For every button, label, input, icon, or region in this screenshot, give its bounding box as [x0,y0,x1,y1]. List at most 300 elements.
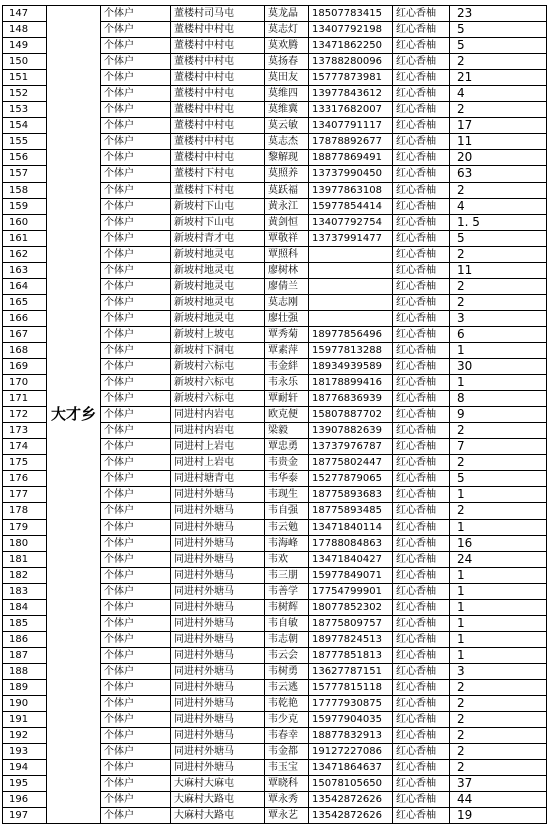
name-cell: 韦贵金 [265,455,309,471]
area-cell: 2 [450,423,547,439]
entity-type-cell: 个体户 [101,230,171,246]
area-cell: 2 [450,102,547,118]
name-cell: 韦海峰 [265,535,309,551]
area-cell: 1 [450,599,547,615]
row-number: 183 [3,583,47,599]
village-cell: 董楼村司马屯 [171,6,265,22]
phone-cell: 17754799901 [309,583,393,599]
row-number: 197 [3,808,47,824]
village-cell: 新坡村六标屯 [171,391,265,407]
name-cell: 莫田友 [265,70,309,86]
row-number: 193 [3,744,47,760]
entity-type-cell: 个体户 [101,776,171,792]
area-cell: 2 [450,696,547,712]
entity-type-cell: 个体户 [101,294,171,310]
area-cell: 17 [450,118,547,134]
area-cell: 2 [450,744,547,760]
row-number: 147 [3,6,47,22]
row-number: 163 [3,262,47,278]
name-cell: 韦玉宝 [265,760,309,776]
area-cell: 5 [450,230,547,246]
phone-cell: 18977856496 [309,326,393,342]
village-cell: 同进村外塘马 [171,567,265,583]
village-cell: 董楼村下村屯 [171,166,265,182]
row-number: 196 [3,792,47,808]
variety-cell: 红心香柚 [393,310,450,326]
village-cell: 大麻村大路屯 [171,792,265,808]
name-cell: 莫志杰 [265,134,309,150]
area-cell: 2 [450,278,547,294]
variety-cell: 红心香柚 [393,326,450,342]
variety-cell: 红心香柚 [393,663,450,679]
name-cell: 莫志灯 [265,22,309,38]
row-number: 160 [3,214,47,230]
area-cell: 2 [450,294,547,310]
phone-cell: 13737991477 [309,230,393,246]
village-cell: 同进村外塘马 [171,631,265,647]
entity-type-cell: 个体户 [101,70,171,86]
area-cell: 3 [450,663,547,679]
name-cell: 覃晓科 [265,776,309,792]
row-number: 177 [3,487,47,503]
row-number: 178 [3,503,47,519]
variety-cell: 红心香柚 [393,535,450,551]
row-number: 171 [3,391,47,407]
entity-type-cell: 个体户 [101,679,171,695]
variety-cell: 红心香柚 [393,246,450,262]
phone-cell [309,294,393,310]
name-cell: 莫志刚 [265,294,309,310]
village-cell: 同进村上岩屯 [171,439,265,455]
variety-cell: 红心香柚 [393,792,450,808]
phone-cell: 13407791117 [309,118,393,134]
variety-cell: 红心香柚 [393,503,450,519]
variety-cell: 红心香柚 [393,166,450,182]
row-number: 194 [3,760,47,776]
row-number: 189 [3,679,47,695]
area-cell: 1 [450,375,547,391]
village-cell: 大麻村大麻屯 [171,776,265,792]
phone-cell: 18775893683 [309,487,393,503]
area-cell: 2 [450,760,547,776]
variety-cell: 红心香柚 [393,599,450,615]
name-cell: 韦春幸 [265,728,309,744]
entity-type-cell: 个体户 [101,712,171,728]
village-cell: 新坡村下山屯 [171,214,265,230]
entity-type-cell: 个体户 [101,583,171,599]
village-cell: 大麻村大路屯 [171,808,265,824]
phone-cell: 17788084863 [309,535,393,551]
entity-type-cell: 个体户 [101,423,171,439]
phone-cell: 18977824513 [309,631,393,647]
village-cell: 同进村内岩屯 [171,407,265,423]
entity-type-cell: 个体户 [101,246,171,262]
village-cell: 新坡村下山屯 [171,198,265,214]
entity-type-cell: 个体户 [101,631,171,647]
entity-type-cell: 个体户 [101,326,171,342]
village-cell: 同进村外塘马 [171,503,265,519]
phone-cell: 13542872626 [309,808,393,824]
area-cell: 1 [450,647,547,663]
row-number: 191 [3,712,47,728]
entity-type-cell: 个体户 [101,551,171,567]
name-cell: 莫维四 [265,86,309,102]
area-cell: 1 [450,342,547,358]
row-number: 188 [3,663,47,679]
row-number: 150 [3,54,47,70]
village-cell: 董楼村下村屯 [171,182,265,198]
name-cell: 韦云会 [265,647,309,663]
village-cell: 董楼村中村屯 [171,54,265,70]
name-cell: 覃耐轩 [265,391,309,407]
entity-type-cell: 个体户 [101,808,171,824]
phone-cell: 15277879065 [309,471,393,487]
variety-cell: 红心香柚 [393,54,450,70]
name-cell: 韦华泰 [265,471,309,487]
row-number: 176 [3,471,47,487]
row-number: 152 [3,86,47,102]
village-cell: 同进村内岩屯 [171,423,265,439]
spreadsheet [0,5,550,824]
entity-type-cell: 个体户 [101,647,171,663]
village-cell: 同进村外塘马 [171,599,265,615]
name-cell: 莫照养 [265,166,309,182]
phone-cell: 15777873981 [309,70,393,86]
village-cell: 同进村外塘马 [171,647,265,663]
variety-cell: 红心香柚 [393,455,450,471]
entity-type-cell: 个体户 [101,310,171,326]
village-cell: 新坡村地灵屯 [171,310,265,326]
variety-cell: 红心香柚 [393,102,450,118]
area-cell: 24 [450,551,547,567]
area-cell: 21 [450,70,547,86]
entity-type-cell: 个体户 [101,166,171,182]
variety-cell: 红心香柚 [393,551,450,567]
phone-cell: 13471862250 [309,38,393,54]
village-cell: 新坡村青才屯 [171,230,265,246]
area-cell: 2 [450,728,547,744]
variety-cell: 红心香柚 [393,776,450,792]
phone-cell: 15977904035 [309,712,393,728]
phone-cell [309,246,393,262]
village-cell: 新坡村地灵屯 [171,262,265,278]
variety-cell: 红心香柚 [393,294,450,310]
row-number: 162 [3,246,47,262]
name-cell: 覃秀菊 [265,326,309,342]
entity-type-cell: 个体户 [101,134,171,150]
entity-type-cell: 个体户 [101,599,171,615]
name-cell: 莫维冀 [265,102,309,118]
variety-cell: 红心香柚 [393,407,450,423]
name-cell: 韦乾艳 [265,696,309,712]
row-number: 186 [3,631,47,647]
variety-cell: 红心香柚 [393,38,450,54]
village-cell: 同进村外塘马 [171,696,265,712]
entity-type-cell: 个体户 [101,118,171,134]
variety-cell: 红心香柚 [393,391,450,407]
phone-cell: 13407792754 [309,214,393,230]
phone-cell: 15777815118 [309,679,393,695]
village-cell: 同进村外塘马 [171,551,265,567]
phone-cell: 15977813288 [309,342,393,358]
name-cell: 梁毅 [265,423,309,439]
name-cell: 韦自敏 [265,615,309,631]
area-cell: 9 [450,407,547,423]
entity-type-cell: 个体户 [101,744,171,760]
village-cell: 董楼村中村屯 [171,22,265,38]
phone-cell: 18507783415 [309,6,393,22]
phone-cell [309,262,393,278]
name-cell: 韦自强 [265,503,309,519]
area-cell: 20 [450,150,547,166]
entity-type-cell: 个体户 [101,54,171,70]
name-cell: 韦善学 [265,583,309,599]
row-number: 148 [3,22,47,38]
phone-cell: 13407792198 [309,22,393,38]
village-cell: 董楼村中村屯 [171,86,265,102]
entity-type-cell: 个体户 [101,503,171,519]
phone-cell: 13977843612 [309,86,393,102]
name-cell: 覃素萍 [265,342,309,358]
phone-cell: 18775802447 [309,455,393,471]
area-cell: 2 [450,246,547,262]
name-cell: 廖壮强 [265,310,309,326]
area-cell: 2 [450,455,547,471]
area-cell: 5 [450,471,547,487]
phone-cell [309,278,393,294]
entity-type-cell: 个体户 [101,102,171,118]
area-cell: 37 [450,776,547,792]
phone-cell: 15977849071 [309,567,393,583]
phone-cell: 13471864637 [309,760,393,776]
village-cell: 新坡村六标屯 [171,375,265,391]
area-cell: 5 [450,22,547,38]
phone-cell: 18877832913 [309,728,393,744]
variety-cell: 红心香柚 [393,278,450,294]
area-cell: 6 [450,326,547,342]
village-cell: 董楼村中村屯 [171,118,265,134]
name-cell: 莫扬春 [265,54,309,70]
entity-type-cell: 个体户 [101,6,171,22]
phone-cell: 18877869491 [309,150,393,166]
phone-cell: 18934939589 [309,359,393,375]
row-number: 172 [3,407,47,423]
table-row [3,6,547,22]
row-number: 173 [3,423,47,439]
name-cell: 欧克便 [265,407,309,423]
village-cell: 同进村外塘马 [171,744,265,760]
entity-type-cell: 个体户 [101,198,171,214]
area-cell: 63 [450,166,547,182]
entity-type-cell: 个体户 [101,728,171,744]
area-cell: 8 [450,391,547,407]
row-number: 180 [3,535,47,551]
entity-type-cell: 个体户 [101,182,171,198]
area-cell: 2 [450,182,547,198]
entity-type-cell: 个体户 [101,535,171,551]
name-cell: 覃永秀 [265,792,309,808]
row-number: 158 [3,182,47,198]
row-number: 182 [3,567,47,583]
phone-cell: 13317682007 [309,102,393,118]
row-number: 151 [3,70,47,86]
village-cell: 新坡村六标屯 [171,359,265,375]
name-cell: 黎解现 [265,150,309,166]
area-cell: 1 [450,631,547,647]
area-cell: 3 [450,310,547,326]
village-cell: 董楼村中村屯 [171,150,265,166]
variety-cell: 红心香柚 [393,359,450,375]
variety-cell: 红心香柚 [393,134,450,150]
phone-cell: 13737976787 [309,439,393,455]
variety-cell: 红心香柚 [393,150,450,166]
variety-cell: 红心香柚 [393,696,450,712]
entity-type-cell: 个体户 [101,22,171,38]
village-cell: 同进村外塘马 [171,663,265,679]
area-cell: 2 [450,503,547,519]
name-cell: 韦现生 [265,487,309,503]
name-cell: 韦少克 [265,712,309,728]
area-cell: 5 [450,38,547,54]
entity-type-cell: 个体户 [101,375,171,391]
entity-type-cell: 个体户 [101,38,171,54]
name-cell: 韦云逃 [265,679,309,695]
name-cell: 黄永江 [265,198,309,214]
village-cell: 董楼村中村屯 [171,102,265,118]
village-cell: 董楼村中村屯 [171,38,265,54]
phone-cell: 15977854414 [309,198,393,214]
area-cell: 2 [450,712,547,728]
variety-cell: 红心香柚 [393,6,450,22]
area-cell: 1 [450,567,547,583]
row-number: 179 [3,519,47,535]
area-cell: 1 [450,519,547,535]
row-number: 184 [3,599,47,615]
phone-cell: 17878892677 [309,134,393,150]
name-cell: 覃敬祥 [265,230,309,246]
variety-cell: 红心香柚 [393,519,450,535]
row-number: 181 [3,551,47,567]
variety-cell: 红心香柚 [393,679,450,695]
row-number: 155 [3,134,47,150]
variety-cell: 红心香柚 [393,22,450,38]
entity-type-cell: 个体户 [101,214,171,230]
variety-cell: 红心香柚 [393,262,450,278]
area-cell: 1 [450,487,547,503]
entity-type-cell: 个体户 [101,760,171,776]
variety-cell: 红心香柚 [393,728,450,744]
row-number: 157 [3,166,47,182]
phone-cell: 18775809757 [309,615,393,631]
variety-cell: 红心香柚 [393,118,450,134]
variety-cell: 红心香柚 [393,342,450,358]
name-cell: 莫龙晶 [265,6,309,22]
variety-cell: 红心香柚 [393,471,450,487]
phone-cell: 18776836939 [309,391,393,407]
row-number: 159 [3,198,47,214]
name-cell: 韦树辉 [265,599,309,615]
village-cell: 同进村外塘马 [171,519,265,535]
row-number: 153 [3,102,47,118]
table-body [3,6,547,824]
entity-type-cell: 个体户 [101,359,171,375]
area-cell: 4 [450,86,547,102]
phone-cell: 13907882639 [309,423,393,439]
village-cell: 新坡村上坡屯 [171,326,265,342]
variety-cell: 红心香柚 [393,423,450,439]
entity-type-cell: 个体户 [101,567,171,583]
row-number: 166 [3,310,47,326]
entity-type-cell: 个体户 [101,696,171,712]
entity-type-cell: 个体户 [101,407,171,423]
village-cell: 同进村外塘马 [171,712,265,728]
phone-cell: 18775893485 [309,503,393,519]
area-cell: 4 [450,198,547,214]
row-number: 185 [3,615,47,631]
name-cell: 韦金都 [265,744,309,760]
phone-cell: 13627787151 [309,663,393,679]
entity-type-cell: 个体户 [101,615,171,631]
area-cell: 23 [450,6,547,22]
area-cell: 2 [450,54,547,70]
name-cell: 韦三朋 [265,567,309,583]
entity-type-cell: 个体户 [101,519,171,535]
phone-cell: 15807887702 [309,407,393,423]
row-number: 165 [3,294,47,310]
phone-cell [309,310,393,326]
row-number: 175 [3,455,47,471]
row-number: 161 [3,230,47,246]
variety-cell: 红心香柚 [393,230,450,246]
variety-cell: 红心香柚 [393,808,450,824]
row-number: 174 [3,439,47,455]
area-cell: 30 [450,359,547,375]
village-cell: 同进村外塘马 [171,583,265,599]
name-cell: 莫欢腾 [265,38,309,54]
village-cell: 新坡村地灵屯 [171,294,265,310]
phone-cell: 18077852302 [309,599,393,615]
entity-type-cell: 个体户 [101,455,171,471]
village-cell: 同进村外塘马 [171,615,265,631]
variety-cell: 红心香柚 [393,615,450,631]
variety-cell: 红心香柚 [393,567,450,583]
village-cell: 董楼村中村屯 [171,70,265,86]
village-cell: 同进村外塘马 [171,535,265,551]
row-number: 167 [3,326,47,342]
row-number: 149 [3,38,47,54]
village-cell: 同进村上岩屯 [171,455,265,471]
entity-type-cell: 个体户 [101,150,171,166]
variety-cell: 红心香柚 [393,214,450,230]
row-number: 168 [3,342,47,358]
row-number: 154 [3,118,47,134]
entity-type-cell: 个体户 [101,262,171,278]
name-cell: 韦树勇 [265,663,309,679]
row-number: 192 [3,728,47,744]
variety-cell: 红心香柚 [393,182,450,198]
area-cell: 1 [450,615,547,631]
name-cell: 黄剑恒 [265,214,309,230]
name-cell: 廖倩兰 [265,278,309,294]
entity-type-cell: 个体户 [101,391,171,407]
township-cell: 大才乡 [47,6,101,824]
entity-type-cell: 个体户 [101,342,171,358]
entity-type-cell: 个体户 [101,439,171,455]
phone-cell: 18777851813 [309,647,393,663]
entity-type-cell: 个体户 [101,278,171,294]
name-cell: 韦欢 [265,551,309,567]
row-number: 195 [3,776,47,792]
